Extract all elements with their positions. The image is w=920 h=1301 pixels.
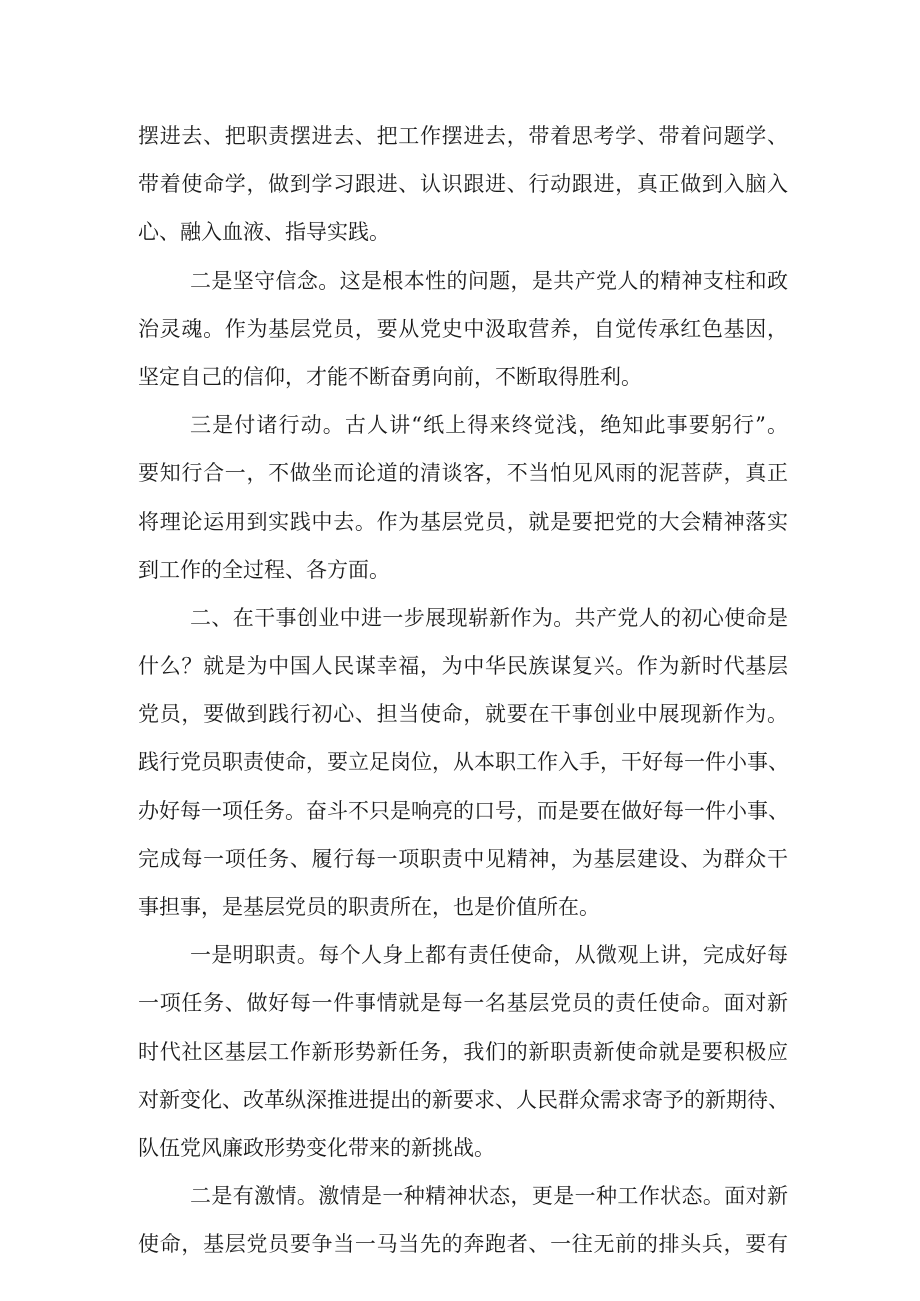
text-line: 要知行合一，不做坐而论道的清谈客，不当怕见风雨的泥菩萨，真正 <box>138 461 788 486</box>
text-line: 一项任务、做好每一件事情就是每一名基层党员的责任使命。面对新 <box>138 991 788 1016</box>
text-line: 完成每一项任务、履行每一项职责中见精神，为基层建设、为群众干 <box>138 846 788 871</box>
text-line: 治灵魂。作为基层党员，要从党史中汲取营养，自觉传承红色基因， <box>138 316 788 341</box>
text-line: 一是明职责。每个人身上都有责任使命，从微观上讲，完成好每 <box>190 943 788 968</box>
text-line: 二是有激情。激情是一种精神状态，更是一种工作状态。面对新 <box>190 1184 788 1209</box>
text-line: 二、在干事创业中进一步展现崭新作为。共产党人的初心使命是 <box>190 605 788 630</box>
text-line: 到工作的全过程、各方面。 <box>138 557 390 582</box>
text-line: 三是付诸行动。古人讲“纸上得来终觉浅，绝知此事要躬行”。 <box>190 413 788 438</box>
text-line: 摆进去、把职责摆进去、把工作摆进去，带着思考学、带着问题学、 <box>138 124 788 148</box>
text-line: 事担事，是基层党员的职责所在，也是价值所在。 <box>138 895 600 919</box>
text-line: 办好每一项任务。奋斗不只是响亮的口号，而是要在做好每一件小事、 <box>138 798 789 823</box>
text-line: 将理论运用到实践中去。作为基层党员，就是要把党的大会精神落实 <box>138 509 788 534</box>
text-line: 心、融入血液、指导实践。 <box>138 220 390 245</box>
text-line: 践行党员职责使命，要立足岗位，从本职工作入手，干好每一件小事、 <box>138 750 789 775</box>
text-line: 队伍党风廉政形势变化带来的新挑战。 <box>138 1135 495 1160</box>
text-line: 带着使命学，做到学习跟进、认识跟进、行动跟进，真正做到入脑入 <box>138 172 788 197</box>
text-line: 对新变化、改革纵深推进提出的新要求、人民群众需求寄予的新期待、 <box>138 1087 789 1112</box>
text-line: 使命，基层党员要争当一马当先的奔跑者、一往无前的排头兵，要有 <box>138 1232 788 1257</box>
document-body <box>138 112 788 1269</box>
text-line: 什么？就是为中国人民谋幸福，为中华民族谋复兴。作为新时代基层 <box>138 654 788 679</box>
text-line: 党员，要做到践行初心、担当使命，就要在干事创业中展现新作为。 <box>138 702 788 727</box>
text-line: 坚定自己的信仰，才能不断奋勇向前，不断取得胜利。 <box>138 364 642 389</box>
text-line: 时代社区基层工作新形势新任务，我们的新职责新使命就是要积极应 <box>138 1039 788 1064</box>
text-line: 二是坚守信念。这是根本性的问题，是共产党人的精神支柱和政 <box>190 268 788 293</box>
